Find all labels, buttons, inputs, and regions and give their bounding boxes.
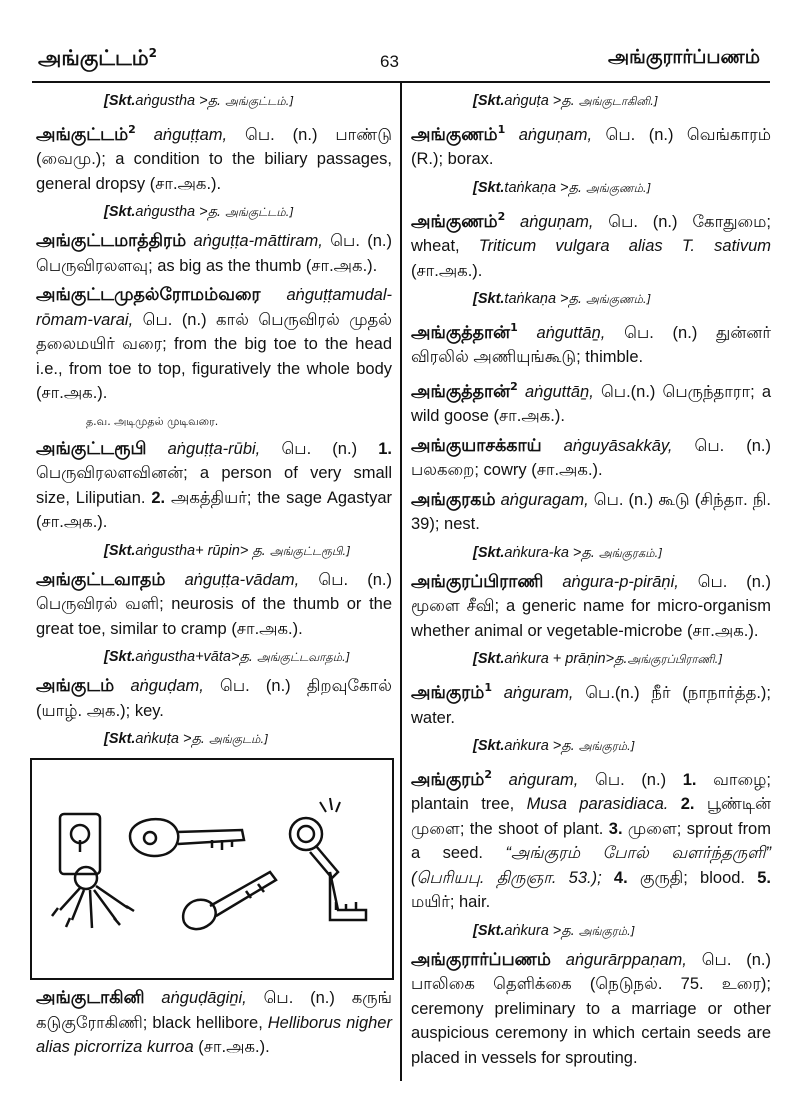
transliteration: aṅguttāṉ, [536,323,606,342]
dictionary-entry: அங்குட்டரூபி aṅguṭṭa-rūbi, பெ. (n.) 1. பெருவிரலளவினன்; a person of very small size, Liliputian. 2. அகத்தியர்; the sage Agastyar (சா.அக.). [36,438,392,532]
headword: அங்குடம் [36,676,115,697]
dictionary-entry: அங்குணம்$^2$ aṅguṇam, பெ. (n.) கோதுமை; wheat, Triticum vulgara alias T. sativum (சா.அக.). [411,209,771,280]
skeleton-key-icon [290,818,322,850]
definition: பெ. (n.) பாலிகை தெளிக்கை (நெடுநல். 75. உரை); ceremony preliminary to a marriage or other auspicious ceremony in which certain seeds are placed in vessels for sprouting. [411,950,772,1067]
definition: பெ. (n.) மூளை சீவி; a generic name for micro-organism whether animal or vegetable-microbe (சா.அக.). [411,572,772,640]
right-column [411,88,771,1075]
headword: அங்குட்டம்$^2$ [36,123,136,145]
definition: பெ. (n.) பெருவிரலளவு; as big as the thumb (சா.அக.). [36,232,392,275]
headword: அங்குத்தான்$^2$ [411,379,518,402]
transliteration: aṅgurārppaṇam, [565,950,687,969]
header-left-guideword: அங்குட்டம்$^2$ [38,46,157,70]
etymology: [Skt.aṅgustha >த. அங்குட்டம்.] [104,93,294,109]
definition: பெ. (n.) திறவுகோல் (யாழ். அக.); key. [36,677,392,720]
dictionary-entry [36,568,392,642]
etymology: [Skt.aṅgustha+vāta>த. அங்குட்டவாதம்.] [104,649,351,666]
latin-name: Musa parasidiaca. [526,795,669,814]
headword: அங்குடாகினி [36,988,145,1009]
dictionary-entry [411,948,771,1071]
definition: பெ. (n.) கால் பெருவிரல் முதல் தலைமயிர் வரை; from the big toe to the head i.e., from toe to top, figuratively the whole body (சா.அக.). [36,310,392,403]
keys-drawing [32,760,392,978]
transliteration: aṅguṇam, [518,125,593,144]
latin-name: Triticum vulgara alias T. sativum [478,237,771,256]
transliteration: aṅguragam, [500,490,589,509]
transliteration: aṅguram, [503,684,574,703]
transliteration: aṅguyāsakkāy, [563,436,673,455]
tamil-equivalent-note: த.வ. அடிமுதல் முடிவரை. [86,414,219,428]
definition: பெ. (n.) துன்னர் விரலில் அணியுங்கூடு; thimble. [411,323,771,367]
headword: அங்குட்டமாத்திரம் [36,231,187,252]
etymology: [Skt.aṅkura >த. அங்குரம்.] [473,922,636,939]
transliteration: aṅgura-p-pirāṇi, [562,572,679,591]
latin-name: Helliborus nigher alias picrorriza kurroa [36,1013,392,1057]
key-bow-icon [130,819,178,856]
dictionary-entry [411,676,771,730]
transliteration: aṅguṭṭa-rūbi, [167,439,261,458]
quotation: “அங்குரம் போல் வளர்ந்தருளி” [505,844,771,863]
transliteration: aṅguḍam, [130,677,204,696]
header-right-guideword: அங்குரார்ப்பணம் [608,46,760,68]
dictionary-entry [411,118,771,172]
definition: பெ. (n.) பாண்டு (வைமு.); a condition to the biliary passages, general dropsy (சா.அக.). [36,125,392,193]
headword: அங்குணம்$^2$ [411,209,506,232]
definition: பெ. (n.) பெருவிரல் வளி; neurosis of the thumb or the great toe, similar to cramp (சா.அக.). [36,570,392,638]
column-divider [400,81,402,1081]
transliteration: aṅguṭṭa-vādam, [184,570,300,589]
headword: அங்குட்டமுதல்ரோமம்வரை [36,285,261,306]
transliteration: aṅguram, [508,770,579,789]
headword: அங்குரம்$^1$ [411,681,493,704]
headword: அங்குரார்ப்பணம் [411,949,551,970]
dictionary-entry [411,375,771,429]
headword: அங்குணம்$^1$ [411,123,506,145]
headword: அங்குரம்$^2$ [411,768,493,790]
dictionary-entry: அங்குரம்$^2$ aṅguram, பெ. (n.) 1. வாழை; plantain tree, Musa parasidiaca. 2. பூண்டின் முளை; the shoot of plant. 3. முளை; sprout from a seed. “அங்குரம் போல் வளர்ந்தருளி” (பெரியபு. திருஞா. 53.); 4. குருதி; blood. 5. மயிர்; hair. [411,768,771,912]
transliteration: aṅguttāṉ, [524,382,594,401]
definition: பெ.(n.) பெருந்தாரா; a wild goose (சா.அக.). [411,382,771,426]
key-ring-icon [75,867,97,889]
transliteration: aṅguṭṭam, [153,125,228,144]
definition: பெ. (n.) பலகறை; cowry (சா.அக.). [411,436,771,480]
headword: அங்குத்தான்$^1$ [411,321,518,343]
etymology: [Skt.aṅgustha >த. அங்குட்டம்.] [104,204,294,221]
page-number: 63 [380,52,399,71]
headword: அங்குயாசக்காய் [411,435,542,456]
dictionary-entry [36,283,392,406]
keys-illustration [30,758,394,980]
dictionary-entry: அங்குடாகினி aṅguḍāgiṉi, பெ. (n.) கருங் கடுகுரோகிணி; black hellibore, Helliborus nigher alias picrorriza kurroa (சா.அக.). [36,988,392,1057]
headword: அங்குட்டவாதம் [36,569,166,590]
etymology: [Skt.aṅkura >த. அங்குரம்.] [473,738,636,755]
dictionary-entry [36,118,392,196]
headword: அங்குட்டரூபி [36,438,147,459]
left-column [36,88,392,1065]
etymology: [Skt.aṅguṭa >த. அங்குடாகினி.] [473,93,659,109]
dictionary-entry [36,229,392,278]
citation: (பெரியபு. திருஞா. 53.); [411,868,602,887]
transliteration: aṅguṭṭa-māttiram, [193,232,323,251]
transliteration: aṅguṭṭamudal-rōmam-varai, [36,286,392,329]
headword: அங்குரப்பிராணி [411,571,544,592]
etymology: [Skt.aṅkuṭa >த. அங்குடம்.] [104,731,269,748]
etymology: [Skt.aṅkura + prāṇin>த.அங்குரப்பிராணி.] [473,651,723,668]
definition: பெ.(n.) நீர் (நாநார்த்த.); water. [411,684,771,727]
dictionary-entry [411,570,771,644]
etymology: [Skt.aṅkura-ka >த. அங்குரகம்.] [473,544,663,561]
dictionary-entry [411,488,771,537]
definition: பெ. (n.) வெங்காரம் (R.); borax. [411,125,771,169]
dictionary-entry [411,434,771,483]
dictionary-entry [411,316,771,370]
transliteration: aṅguḍāgiṉi, [161,989,247,1008]
headword: அங்குரகம் [411,489,496,510]
transliteration: aṅguṇam, [520,212,594,231]
definition: பெ. (n.) கூடு (சிந்தா. நி. 39); nest. [411,490,771,534]
etymology: [Skt.aṅgustha+ rūpin> த. அங்குட்டரூபி.] [104,542,351,559]
etymology: [Skt.taṅkaṇa >த. அங்குணம்.] [473,179,652,196]
dictionary-entry [36,674,392,723]
etymology: [Skt.taṅkaṇa >த. அங்குணம்.] [473,291,652,308]
